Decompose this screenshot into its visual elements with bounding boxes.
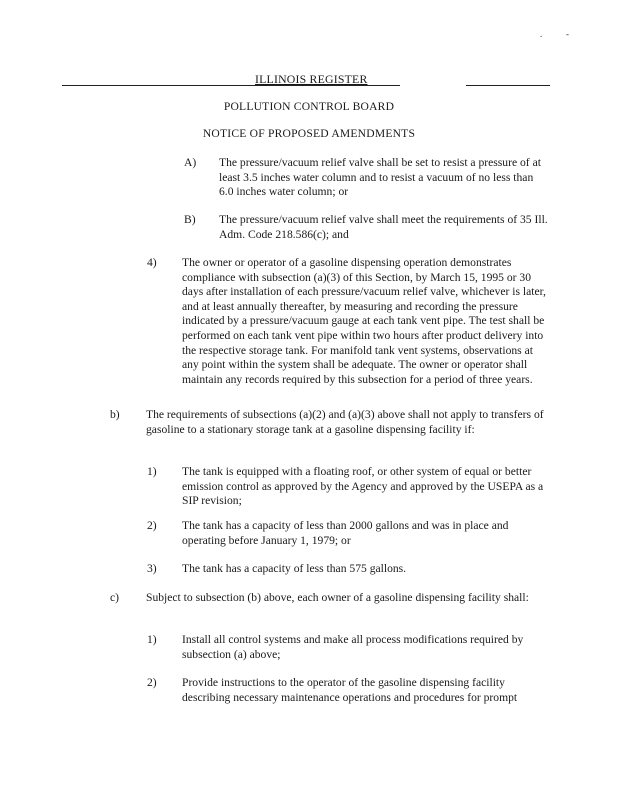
page-mark-dot: . (540, 29, 543, 39)
item-c2-label: 2) (147, 676, 157, 689)
item-B-text: The pressure/vacuum relief valve shall meet the requirements of 35 Ill. Adm. Code 218.586(c); and (219, 213, 548, 241)
item-b2-text: The tank has a capacity of less than 2000 gallons and was in place and operating before January 1, 1979; or (182, 519, 509, 547)
item-4-label: 4) (147, 256, 157, 269)
item-c2-text: Provide instructions to the operator of the gasoline dispensing facility describing necessary maintenance operations and procedures for prompt (182, 676, 518, 704)
item-A-label: A) (184, 156, 197, 169)
item-b-label: b) (110, 408, 120, 421)
register-title: ILLINOIS REGISTER (255, 72, 368, 86)
item-B-label: B) (184, 213, 196, 226)
item-b3-text: The tank has a capacity of less than 575 gallons. (182, 562, 407, 575)
item-c1-text: Install all control systems and make all process modifications required by subsection (a) above; (182, 633, 524, 661)
notice-title: NOTICE OF PROPOSED AMENDMENTS (202, 127, 416, 140)
item-c-text: Subject to subsection (b) above, each owner of a gasoline dispensing facility shall: (146, 591, 529, 604)
item-b1-label: 1) (147, 465, 157, 478)
item-c-label: c) (110, 591, 120, 604)
item-4-text: The owner or operator of a gasoline dispensing operation demonstrates compliance with subsection (a)(3) of this Section, by March 15, 1995 or 30 days after installation of each pressure/vacuum relief valve, whichever is later, and at least annually thereafter, by measuring and recording the pressure indicated by a pressure/vacuum gauge at each tank vent pipe. The test shall be performed on each tank vent pipe within two hours after product delivery into the respective storage tank. For manifold tank vent systems, observations at any point within the system shall be adequate. The owner or operator shall maintain any records required by this subsection for a period of three years. (182, 256, 546, 386)
item-A-text: The pressure/vacuum relief valve shall be set to resist a pressure of at least 3.5 inches water column and to resist a vacuum of no less than 6.0 inches water column; or (219, 156, 541, 199)
header-rule-right (466, 85, 550, 86)
item-c1-label: 1) (147, 633, 157, 646)
item-b1-text: The tank is equipped with a floating roof, or other system of equal or better emission control as approved by the Agency and approved by the USEPA as a SIP revision; (182, 465, 544, 508)
item-b-text: The requirements of subsections (a)(2) and (a)(3) above shall not apply to transfers of gasoline to a stationary storage tank at a gasoline dispensing facility if: (146, 408, 544, 436)
item-b2-label: 2) (147, 519, 157, 532)
item-b3-label: 3) (147, 562, 157, 575)
board-title: POLLUTION CONTROL BOARD (223, 100, 395, 113)
header-rule-left (62, 85, 400, 86)
page-mark-dash: - (566, 29, 569, 39)
